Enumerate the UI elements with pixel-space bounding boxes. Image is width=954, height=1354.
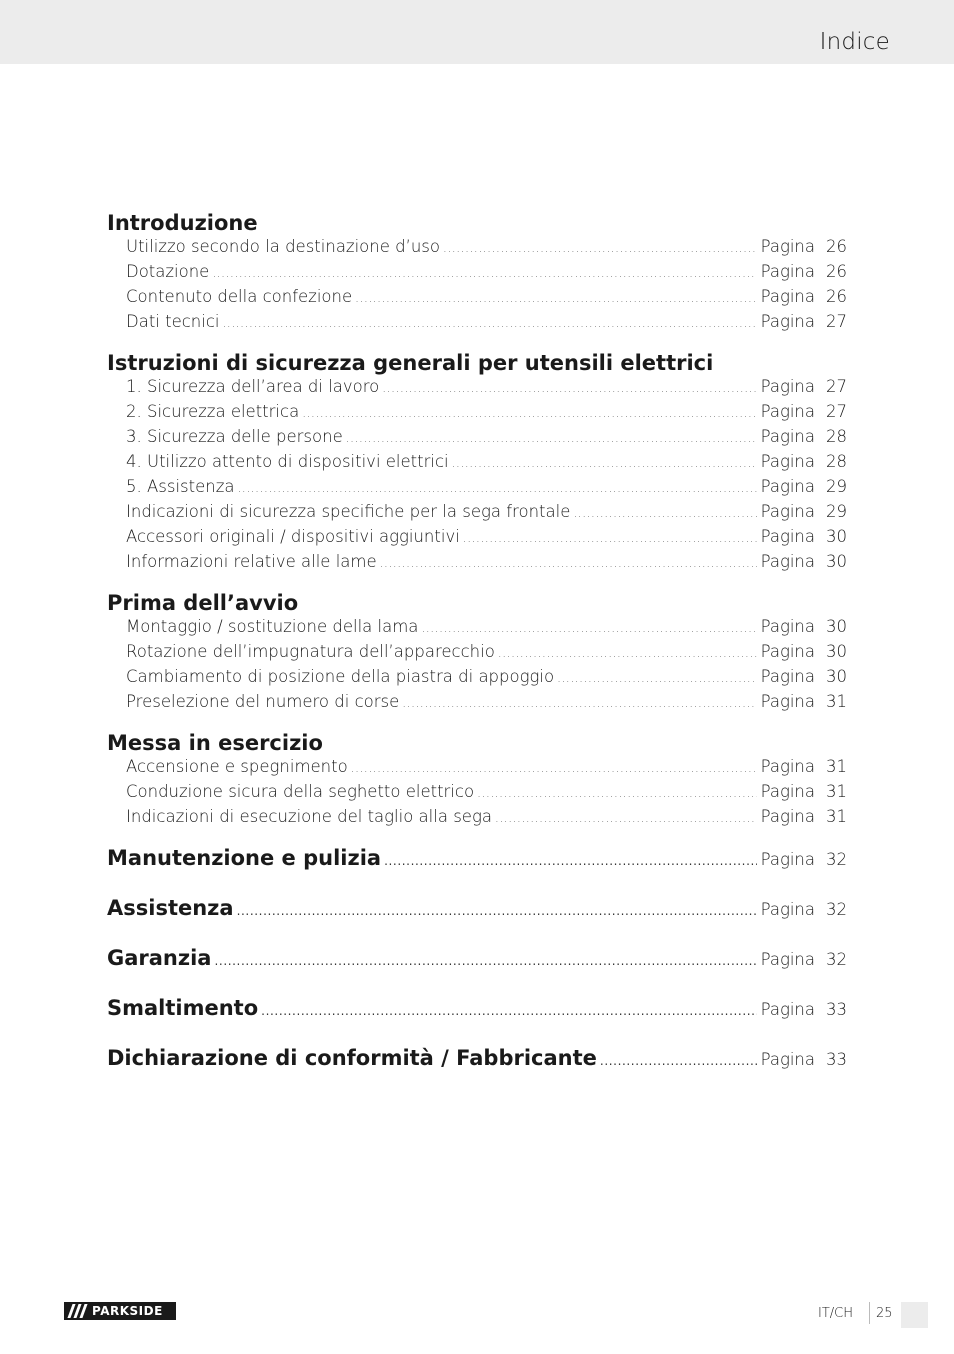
dot-leader xyxy=(380,556,757,570)
page-label: Pagina xyxy=(760,950,815,969)
page-number: 31 xyxy=(826,692,847,711)
section-title: Introduzione xyxy=(107,211,258,235)
section-title: Istruzioni di sicurezza generali per utensili elettrici xyxy=(107,351,714,375)
page-number: 33 xyxy=(826,1000,847,1019)
toc-entry[interactable] xyxy=(107,642,847,667)
page-label: Pagina xyxy=(760,1000,815,1019)
entry-title: Utilizzo secondo la destinazione d’uso xyxy=(126,237,440,256)
page-number: 30 xyxy=(826,667,847,686)
dot-leader xyxy=(495,811,757,825)
footer-page-number: 25 xyxy=(876,1306,893,1321)
dot-leader xyxy=(443,241,757,255)
entry-title: 3. Sicurezza delle persone xyxy=(126,427,343,446)
page-number: 27 xyxy=(826,402,847,421)
page-number: 26 xyxy=(826,287,847,306)
footer-divider xyxy=(869,1302,870,1324)
page-number: 27 xyxy=(826,377,847,396)
toc-entry[interactable] xyxy=(107,692,847,717)
page-label: Pagina xyxy=(760,850,815,869)
dot-leader xyxy=(346,431,757,445)
entry-title: Conduzione sicura della seghetto elettrico xyxy=(126,782,475,801)
toc-entry[interactable] xyxy=(107,427,847,452)
toc-entry[interactable] xyxy=(107,377,847,402)
section-title: Prima dell’avvio xyxy=(107,591,299,615)
dot-leader xyxy=(463,531,757,545)
dot-leader xyxy=(237,904,757,918)
page-label: Pagina xyxy=(760,477,815,496)
toc-entry[interactable] xyxy=(107,402,847,427)
page-number: 32 xyxy=(826,900,847,919)
dot-leader xyxy=(212,266,756,280)
entry-title: Montaggio / sostituzione della lama xyxy=(126,617,419,636)
page-label: Pagina xyxy=(760,527,815,546)
page-label: Pagina xyxy=(760,667,815,686)
toc-main-entry[interactable] xyxy=(107,894,847,944)
page-number: 29 xyxy=(826,477,847,496)
page-number: 30 xyxy=(826,617,847,636)
page-number: 33 xyxy=(826,1050,847,1069)
page-number: 30 xyxy=(826,527,847,546)
toc-entry[interactable] xyxy=(107,617,847,642)
entry-title: Indicazioni di sicurezza specifiche per la sega frontale xyxy=(126,502,571,521)
page-number: 31 xyxy=(826,782,847,801)
dot-leader xyxy=(382,381,756,395)
page-number: 30 xyxy=(826,552,847,571)
toc-entry[interactable] xyxy=(107,477,847,502)
toc-entry[interactable] xyxy=(107,237,847,262)
entry-title: Accensione e spegnimento xyxy=(126,757,348,776)
toc-entry[interactable] xyxy=(107,287,847,312)
page-label: Pagina xyxy=(760,1050,815,1069)
header-band xyxy=(0,0,954,64)
section-title: Smaltimento xyxy=(107,996,259,1020)
dot-leader xyxy=(351,761,757,775)
dot-leader xyxy=(452,456,757,470)
dot-leader xyxy=(557,671,757,685)
dot-leader xyxy=(223,316,757,330)
section-title: Messa in esercizio xyxy=(107,731,323,755)
dot-leader xyxy=(402,696,756,710)
toc-entry[interactable] xyxy=(107,262,847,287)
dot-leader xyxy=(302,406,756,420)
page-number: 32 xyxy=(826,850,847,869)
page-label: Pagina xyxy=(760,782,815,801)
section-title: Manutenzione e pulizia xyxy=(107,846,382,870)
table-of-contents xyxy=(107,209,847,1094)
toc-entry[interactable] xyxy=(107,757,847,782)
toc-main-entry[interactable] xyxy=(107,994,847,1044)
page-label: Pagina xyxy=(760,900,815,919)
entry-title: Cambiamento di posizione della piastra di appoggio xyxy=(126,667,555,686)
section-title: Garanzia xyxy=(107,946,212,970)
toc-main-entry[interactable] xyxy=(107,1044,847,1094)
page-label: Pagina xyxy=(760,452,815,471)
parkside-logo xyxy=(64,1302,176,1320)
page-label: Pagina xyxy=(760,757,815,776)
dot-leader xyxy=(261,1004,756,1018)
page-number: 28 xyxy=(826,427,847,446)
toc-section xyxy=(107,349,847,577)
page-number: 26 xyxy=(826,237,847,256)
page-label: Pagina xyxy=(760,552,815,571)
entry-title: Dati tecnici xyxy=(126,312,220,331)
page-number: 27 xyxy=(826,312,847,331)
language-code: IT/CH xyxy=(818,1306,854,1321)
entry-title: Contenuto della confezione xyxy=(126,287,353,306)
toc-section xyxy=(107,209,847,337)
page-number: 32 xyxy=(826,950,847,969)
toc-entry[interactable] xyxy=(107,527,847,552)
entry-title: 2. Sicurezza elettrica xyxy=(126,402,300,421)
toc-entry[interactable] xyxy=(107,807,847,832)
toc-main-entry[interactable] xyxy=(107,944,847,994)
toc-entry[interactable] xyxy=(107,782,847,807)
page-number: 31 xyxy=(826,757,847,776)
dot-leader xyxy=(421,621,756,635)
dot-leader xyxy=(214,954,756,968)
logo-text: PARKSIDE xyxy=(92,1304,163,1318)
logo-stripes-icon xyxy=(64,1302,90,1320)
page-label: Pagina xyxy=(760,692,815,711)
entry-title: Indicazioni di esecuzione del taglio alla sega xyxy=(126,807,492,826)
page-label: Pagina xyxy=(760,262,815,281)
toc-entry[interactable] xyxy=(107,452,847,477)
dot-leader xyxy=(477,786,757,800)
page-label: Pagina xyxy=(760,427,815,446)
toc-main-entry[interactable] xyxy=(107,844,847,894)
dot-leader xyxy=(600,1054,757,1068)
section-title: Dichiarazione di conformità / Fabbricante xyxy=(107,1046,597,1070)
page-number: 30 xyxy=(826,642,847,661)
page-label: Pagina xyxy=(760,807,815,826)
entry-title: Preselezione del numero di corse xyxy=(126,692,400,711)
page-number: 26 xyxy=(826,262,847,281)
page-number: 31 xyxy=(826,807,847,826)
page-label: Pagina xyxy=(760,312,815,331)
page-label: Pagina xyxy=(760,237,815,256)
toc-entry[interactable] xyxy=(107,552,847,577)
page-label: Pagina xyxy=(760,642,815,661)
toc-entry[interactable] xyxy=(107,312,847,337)
page-label: Pagina xyxy=(760,287,815,306)
page-label: Pagina xyxy=(760,402,815,421)
toc-entry[interactable] xyxy=(107,502,847,527)
page-title: Indice xyxy=(819,29,890,55)
page-label: Pagina xyxy=(760,617,815,636)
entry-title: Dotazione xyxy=(126,262,210,281)
dot-leader xyxy=(355,291,757,305)
page-label: Pagina xyxy=(760,377,815,396)
dot-leader xyxy=(238,481,757,495)
entry-title: 4. Utilizzo attento di dispositivi elettrici xyxy=(126,452,449,471)
toc-section xyxy=(107,589,847,717)
footer-tab xyxy=(901,1302,928,1328)
entry-title: Rotazione dell’impugnatura dell’apparecchio xyxy=(126,642,495,661)
dot-leader xyxy=(498,646,757,660)
page-label: Pagina xyxy=(760,502,815,521)
entry-title: Accessori originali / dispositivi aggiuntivi xyxy=(126,527,460,546)
entry-title: 1. Sicurezza dell’area di lavoro xyxy=(126,377,380,396)
section-title: Assistenza xyxy=(107,896,234,920)
entry-title: Informazioni relative alle lame xyxy=(126,552,377,571)
entry-title: 5. Assistenza xyxy=(126,477,235,496)
toc-entry[interactable] xyxy=(107,667,847,692)
toc-section xyxy=(107,729,847,832)
dot-leader xyxy=(384,854,757,868)
page-number: 28 xyxy=(826,452,847,471)
page-number: 29 xyxy=(826,502,847,521)
dot-leader xyxy=(573,506,756,520)
